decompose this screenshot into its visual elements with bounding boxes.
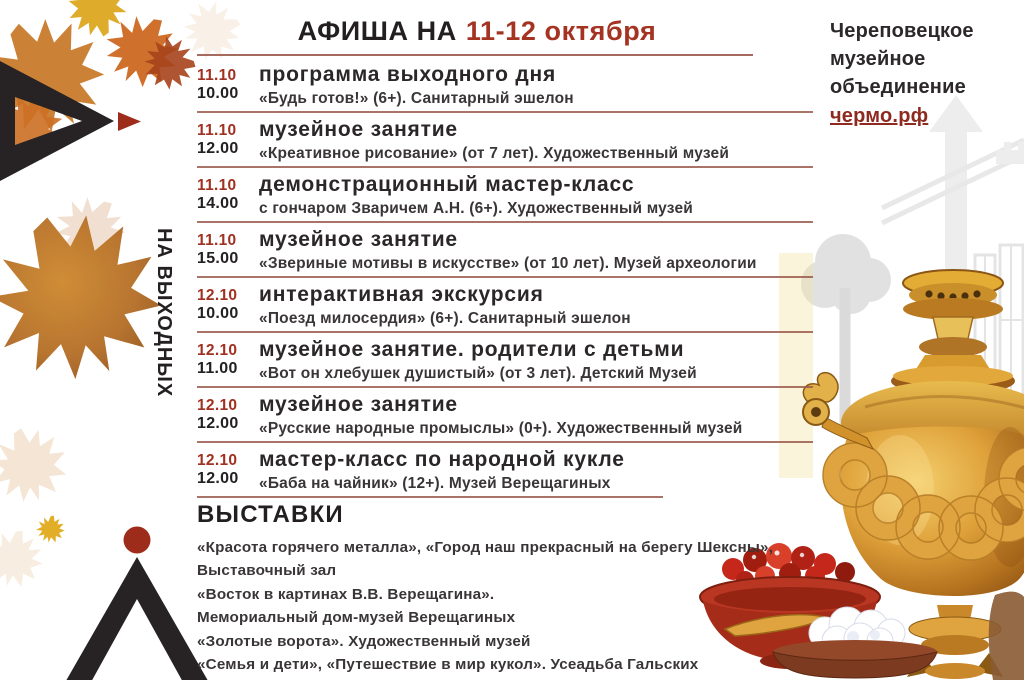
event-when	[197, 394, 247, 433]
event-detail: «Поезд милосердия» (6+). Санитарный эшелон	[259, 310, 631, 328]
event-what	[259, 284, 631, 328]
event-block	[197, 443, 813, 498]
event-row	[197, 388, 813, 441]
event-block	[197, 223, 813, 278]
event-detail: «Баба на чайник» (12+). Музей Верещагиных	[259, 475, 611, 493]
org-name-line: музейное	[830, 48, 926, 70]
event-time: 12.00	[197, 469, 239, 487]
event-detail: «Русские народные промыслы» (0+). Художественный музей	[259, 420, 743, 438]
event-what	[259, 449, 625, 493]
event-detail: с гончаром Зваричем А.Н. (6+). Художественный музей	[259, 200, 694, 218]
event-row	[197, 168, 813, 221]
org-block	[830, 17, 1020, 130]
event-time: 10.00	[197, 84, 239, 102]
event-when	[197, 284, 247, 323]
exhibition-item: Выставочный зал	[197, 562, 337, 580]
separator-line	[197, 441, 813, 443]
event-title: интерактивная экскурсия	[259, 283, 544, 306]
event-time: 12.00	[197, 414, 239, 432]
event-detail: «Креативное рисование» (от 7 лет). Художественный музей	[259, 145, 730, 163]
event-what	[259, 174, 693, 218]
event-when	[197, 449, 247, 488]
event-what	[259, 394, 743, 438]
event-time: 15.00	[197, 249, 239, 267]
logo-letter-a-dot-icon	[55, 515, 215, 680]
org-name-line: объединение	[830, 76, 966, 98]
event-date: 11.10	[197, 177, 237, 194]
page-title	[197, 16, 757, 47]
title-prefix: АФИША НА	[297, 16, 457, 46]
org-website-link[interactable]: чермо.рф	[830, 105, 929, 127]
event-what	[259, 229, 757, 273]
event-date: 12.10	[197, 452, 238, 469]
event-what	[259, 119, 729, 163]
event-row	[197, 58, 813, 111]
event-block	[197, 113, 813, 168]
event-block	[197, 278, 813, 333]
red-dot-icon	[124, 527, 151, 554]
event-title: музейное занятие	[259, 118, 458, 141]
event-title: музейное занятие	[259, 228, 458, 251]
event-row	[197, 333, 813, 386]
event-when	[197, 119, 247, 158]
event-title: мастер-класс по народной кукле	[259, 448, 625, 471]
exhibition-item: «Семья и дети», «Путешествие в мир кукол». Усеадьба Гальских	[197, 656, 699, 674]
event-row	[197, 223, 813, 276]
event-row	[197, 113, 813, 166]
event-row	[197, 278, 813, 331]
exhibition-item: «Красота горячего металла», «Город наш прекрасный на берегу Шексны»,	[197, 539, 774, 556]
event-time: 14.00	[197, 194, 239, 212]
event-what	[259, 64, 574, 108]
logo-letter-a-rotated-icon	[0, 55, 150, 200]
exhibition-item: Мемориальный дом-музей Верещагиных	[197, 609, 516, 627]
event-when	[197, 339, 247, 378]
event-row	[197, 443, 813, 496]
exhibition-item: «Восток в картинах В.В. Верещагина».	[197, 585, 495, 603]
org-name-line: Череповецкое	[830, 20, 974, 42]
separator-line	[197, 386, 813, 388]
event-what	[259, 339, 697, 383]
title-dates: 11-12 октября	[465, 16, 657, 46]
event-detail: «Будь готов!» (6+). Санитарный эшелон	[259, 90, 574, 108]
event-block	[197, 333, 813, 388]
event-date: 12.10	[197, 397, 238, 414]
separator-line	[197, 221, 813, 223]
exhibition-item: «Золотые ворота». Художественный музей	[197, 632, 531, 650]
event-title: программа выходного дня	[259, 63, 557, 86]
event-block	[197, 168, 813, 223]
exhibitions-list	[197, 536, 797, 676]
event-title: музейное занятие	[259, 393, 458, 416]
event-block	[197, 58, 813, 113]
event-date: 11.10	[197, 67, 237, 84]
event-date: 11.10	[197, 232, 237, 249]
event-date: 12.10	[197, 287, 238, 304]
title-separator-line	[197, 54, 753, 56]
events-list	[197, 58, 813, 498]
event-when	[197, 229, 247, 268]
separator-line	[197, 331, 813, 333]
event-date: 12.10	[197, 342, 238, 359]
separator-line	[197, 496, 663, 498]
red-triangle-icon	[118, 112, 141, 131]
event-when	[197, 174, 247, 213]
side-label-weekend: НА ВЫХОДНЫХ	[153, 228, 175, 398]
event-block	[197, 388, 813, 443]
event-date: 11.10	[197, 122, 237, 139]
event-title: музейное занятие. родители с детьми	[259, 338, 685, 361]
separator-line	[197, 111, 813, 113]
exhibitions-heading: ВЫСТАВКИ	[197, 501, 344, 528]
event-when	[197, 64, 247, 103]
event-detail: «Вот он хлебушек душистый» (от 3 лет). Детский Музей	[259, 365, 697, 383]
event-detail: «Звериные мотивы в искусстве» (от 10 лет). Музей археологии	[259, 255, 757, 273]
event-time: 10.00	[197, 304, 239, 322]
separator-line	[197, 166, 813, 168]
event-time: 12.00	[197, 139, 239, 157]
event-title: демонстрационный мастер-класс	[259, 173, 635, 196]
event-time: 11.00	[197, 359, 238, 377]
separator-line	[197, 276, 813, 278]
